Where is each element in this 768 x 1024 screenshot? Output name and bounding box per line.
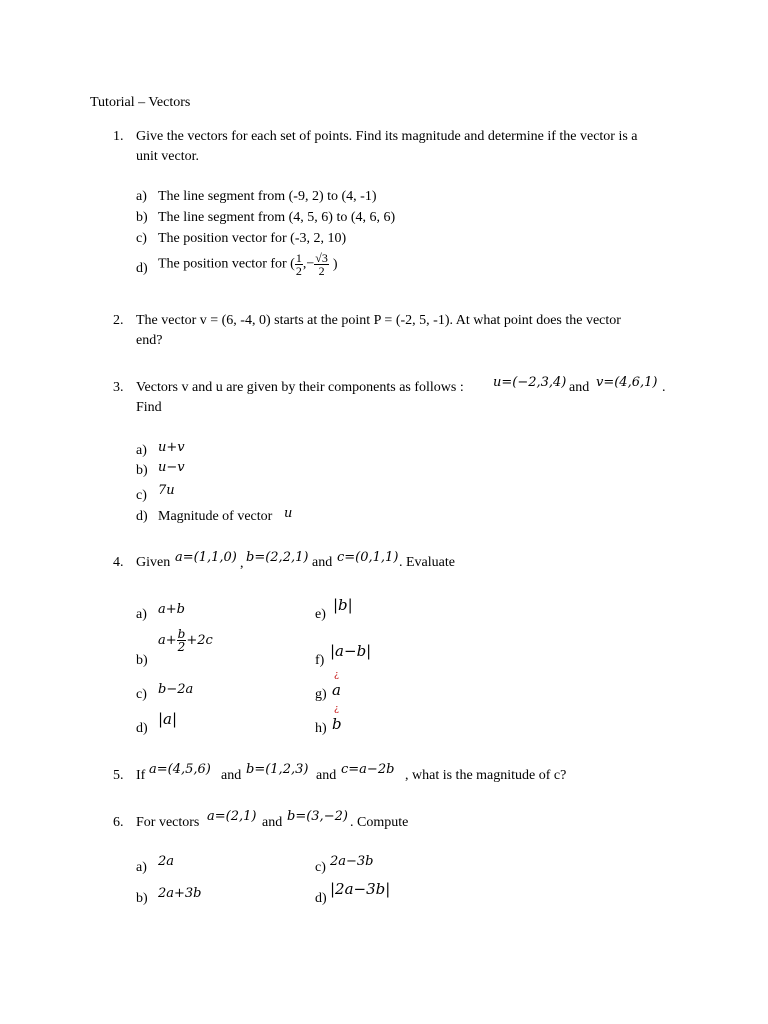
q5-if: If bbox=[136, 768, 146, 783]
q5-number: 5. bbox=[113, 768, 124, 783]
q4-a-expr: a=(1,1,0) bbox=[175, 550, 237, 565]
q1-item-d-close: ) bbox=[332, 256, 338, 272]
q6-item-a-label: a) bbox=[136, 860, 147, 875]
q6-for: For vectors bbox=[136, 815, 200, 830]
q4-item-g-expr: a bbox=[332, 681, 341, 699]
fraction-sqrt3-over-2 bbox=[314, 252, 329, 277]
q1-item-a-label: a) bbox=[136, 189, 147, 204]
q5-a-expr: a=(4,5,6) bbox=[149, 762, 211, 777]
q6-b-expr: b=(3,−2) bbox=[287, 809, 348, 824]
q6-item-d-label: d) bbox=[315, 891, 327, 906]
page-title: Tutorial – Vectors bbox=[90, 95, 191, 110]
q3-period: . bbox=[662, 380, 666, 395]
q4-item-h-error-mark: ¿ bbox=[334, 704, 339, 714]
q4-item-f-expr: |a−b| bbox=[330, 642, 372, 660]
q2-text-line2: end? bbox=[136, 333, 163, 348]
q5-c-expr: c=a−2b bbox=[341, 762, 395, 777]
fraction-one-half bbox=[295, 252, 303, 277]
q5-b-expr: b=(1,2,3) bbox=[246, 762, 309, 777]
q3-text: Vectors v and u are given by their components as follows : bbox=[136, 380, 464, 395]
q3-item-c-label: c) bbox=[136, 488, 147, 503]
q4-item-c-label: c) bbox=[136, 687, 147, 702]
fraction-numerator: √3 bbox=[315, 251, 328, 265]
q4-item-e-expr: |b| bbox=[333, 596, 353, 614]
q3-item-b-label: b) bbox=[136, 463, 148, 478]
q1-number: 1. bbox=[113, 129, 124, 144]
q4-c-expr: c=(0,1,1) bbox=[337, 550, 399, 565]
fraction-denominator: 2 bbox=[318, 264, 325, 278]
q3-item-b-expr: u−v bbox=[158, 460, 185, 475]
q6-and: and bbox=[262, 815, 283, 830]
q1-item-d-text: The position vector for ( bbox=[158, 256, 295, 272]
q3-item-a-label: a) bbox=[136, 443, 147, 458]
q6-item-b-label: b) bbox=[136, 891, 148, 906]
q6-item-a-expr: 2a bbox=[158, 854, 175, 869]
q6-item-c-expr: 2a−3b bbox=[330, 854, 374, 869]
expr-part: a+ bbox=[158, 633, 177, 648]
q1-item-b-text: The line segment from (4, 5, 6) to (4, 6, 6) bbox=[158, 210, 396, 225]
fraction-denominator: 2 bbox=[177, 640, 186, 654]
q4-item-h-expr: b bbox=[332, 715, 342, 733]
expr-part: +2c bbox=[186, 633, 213, 648]
q2-number: 2. bbox=[113, 313, 124, 328]
q1-text-line1: Give the vectors for each set of points. Find its magnitude and determine if the vector is a bbox=[136, 129, 638, 144]
q4-item-e-label: e) bbox=[315, 607, 326, 622]
q4-item-b-label: b) bbox=[136, 653, 148, 668]
q4-item-f-label: f) bbox=[315, 653, 325, 668]
fraction-numerator: b bbox=[177, 627, 186, 641]
q4-item-g-label: g) bbox=[315, 687, 327, 702]
q6-item-b-expr: 2a+3b bbox=[158, 886, 202, 901]
q3-u-expr: u=(−2,3,4) bbox=[493, 375, 567, 390]
q6-item-d-expr: |2a−3b| bbox=[330, 880, 391, 898]
q3-item-a-expr: u+v bbox=[158, 440, 185, 455]
q3-item-d-text: Magnitude of vector bbox=[158, 509, 273, 524]
fraction-denominator: 2 bbox=[295, 264, 302, 278]
q4-item-d-label: d) bbox=[136, 721, 148, 736]
q1-item-d-label: d) bbox=[136, 261, 148, 276]
q4-item-h-label: h) bbox=[315, 721, 327, 736]
q6-item-c-label: c) bbox=[315, 860, 326, 875]
q4-b-expr: b=(2,2,1) bbox=[246, 550, 309, 565]
q4-given: Given bbox=[136, 555, 171, 570]
q5-tail: , what is the magnitude of c? bbox=[405, 768, 567, 783]
q3-v-expr: v=(4,6,1) bbox=[596, 375, 658, 390]
q5-and2: and bbox=[316, 768, 337, 783]
q3-item-d-expr: u bbox=[284, 506, 293, 521]
q5-and1: and bbox=[221, 768, 242, 783]
q3-find: Find bbox=[136, 400, 162, 415]
q4-item-c-expr: b−2a bbox=[158, 682, 194, 697]
fraction-numerator: 1 bbox=[295, 251, 302, 265]
q4-item-a-label: a) bbox=[136, 607, 147, 622]
q1-item-a-text: The line segment from (-9, 2) to (4, -1) bbox=[158, 189, 377, 204]
q2-text-line1: The vector v = (6, -4, 0) starts at the point P = (-2, 5, -1). At what point does the vector bbox=[136, 313, 621, 328]
q6-number: 6. bbox=[113, 815, 124, 830]
q1-item-d-separator: ,− bbox=[302, 256, 315, 272]
q4-item-a-expr: a+b bbox=[158, 602, 185, 617]
q4-item-d-expr: |a| bbox=[158, 710, 178, 728]
q4-evaluate: . Evaluate bbox=[399, 555, 455, 570]
q3-item-d-label: d) bbox=[136, 509, 148, 524]
q6-compute: . Compute bbox=[350, 815, 409, 830]
q1-item-c-label: c) bbox=[136, 231, 147, 246]
q1-item-b-label: b) bbox=[136, 210, 148, 225]
q4-number: 4. bbox=[113, 555, 124, 570]
q3-and: and bbox=[569, 380, 590, 395]
fraction-b-over-2 bbox=[177, 628, 187, 653]
q4-and: and bbox=[312, 555, 333, 570]
q3-number: 3. bbox=[113, 380, 124, 395]
q1-item-d bbox=[158, 252, 338, 277]
q4-item-b-expr bbox=[158, 628, 213, 653]
q4-item-g-error-mark: ¿ bbox=[334, 670, 339, 680]
q3-item-c-expr: 7u bbox=[158, 483, 175, 498]
q6-a-expr: a=(2,1) bbox=[207, 809, 257, 824]
q1-item-c-text: The position vector for (-3, 2, 10) bbox=[158, 231, 347, 246]
q1-text-line2: unit vector. bbox=[136, 149, 199, 164]
q4-comma: , bbox=[240, 556, 244, 571]
